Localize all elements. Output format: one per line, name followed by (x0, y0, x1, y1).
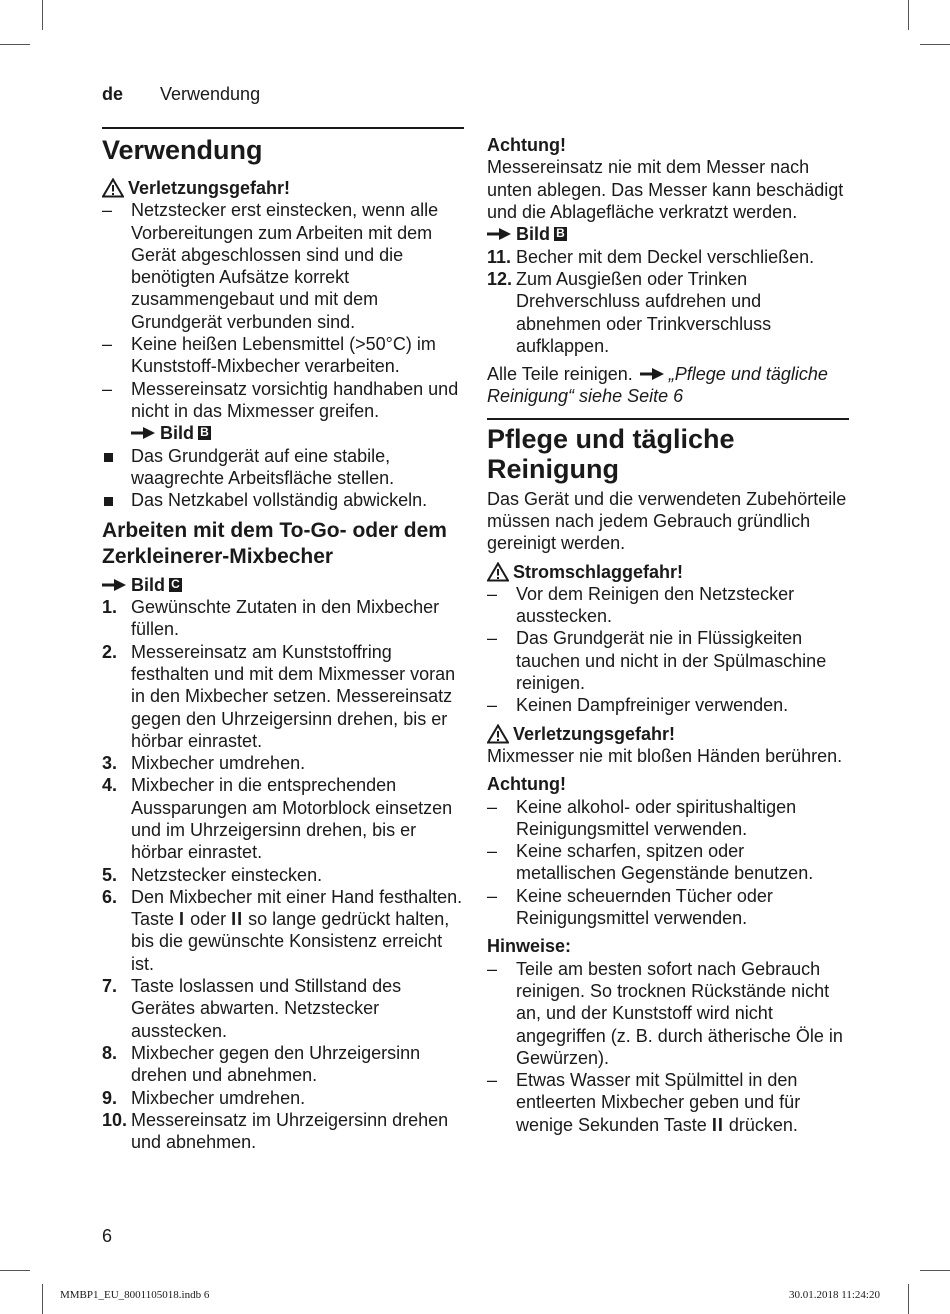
caution-title: Achtung! (487, 135, 566, 155)
caution-title: Achtung! (487, 774, 566, 795)
caution-list (487, 796, 849, 930)
arrow-right-icon (102, 579, 126, 591)
list-item (487, 885, 849, 930)
warning-title: Stromschlaggefahr! (513, 561, 684, 582)
intro-text: Das Gerät und die verwendeten Zubehörteile müssen nach jedem Gebrauch gründlich gereinigt werden. (487, 488, 847, 554)
item-text: Keinen Dampfreiniger verwenden. (516, 695, 789, 716)
step-number: 4. (102, 775, 118, 796)
step-number: 12. (487, 268, 513, 289)
print-timestamp: 30.01.2018 11:24:20 (789, 1289, 880, 1301)
list-item (487, 694, 849, 716)
crop-mark (42, 1284, 43, 1314)
step-list (487, 246, 849, 357)
step-text (131, 886, 464, 975)
step-item (102, 1042, 464, 1087)
item-text-part: drücken. (728, 1114, 798, 1135)
list-item (487, 840, 849, 885)
warning-text: Mixmesser nie mit bloßen Händen berühren. (487, 745, 843, 766)
figure-reference (131, 422, 211, 444)
step-text: Mixbecher umdrehen. (131, 753, 306, 774)
figure-letter-badge: C (169, 578, 182, 592)
item-text: Das Grundgerät auf eine stabile, waagrechte Arbeitsfläche stellen. (131, 445, 395, 488)
cross-reference-link[interactable]: „Pflege und tägliche Reinigung“ siehe Seite 6 (487, 364, 828, 407)
button-two-glyph: II (711, 1114, 724, 1135)
item-text: Keine scheuernden Tücher oder Reinigungsmittel verwenden. (516, 885, 773, 929)
notes-list (487, 958, 849, 1136)
figure-ref-label: Bild (131, 574, 165, 595)
step-item (487, 268, 849, 357)
crop-mark (908, 0, 909, 30)
step-text-part: so lange gedrückt halten, bis die gewünschte Konsistenz erreicht ist. (131, 909, 450, 974)
step-item (102, 1087, 464, 1109)
item-text (131, 378, 464, 445)
step-text: Becher mit dem Deckel verschließen. (516, 246, 815, 267)
bullet-square-icon (102, 489, 131, 511)
caution-text-main: Messereinsatz nie mit dem Messer nach unten ablegen. Das Messer kann beschädigt und die Ablagefläche verkratzt werden. (487, 157, 844, 222)
dash: – (102, 334, 113, 355)
step-number: 1. (102, 597, 118, 618)
left-column (102, 127, 464, 1153)
step-number: 10. (102, 1109, 128, 1130)
crop-mark (0, 1270, 30, 1271)
list-item (487, 583, 849, 628)
step-text: Netzstecker einstecken. (131, 864, 323, 885)
step-item (102, 596, 464, 641)
figure-reference (102, 574, 182, 596)
item-text-part: Etwas Wasser mit Spülmittel in den entleerten Mixbecher geben und für wenige Sekunden Taste (516, 1070, 801, 1135)
list-item (102, 333, 464, 378)
list-item (102, 489, 464, 511)
item-text: Vor dem Reinigen den Netzstecker ausstecken. (516, 583, 795, 627)
warning-title: Verletzungsgefahr! (513, 723, 676, 744)
cleaning-note (487, 363, 849, 408)
dash: – (487, 583, 498, 604)
step-item (102, 752, 464, 774)
item-text: Keine alkohol- oder spiritushaltigen Reinigungsmittel verwenden. (516, 796, 797, 839)
running-header (102, 84, 261, 105)
list-item (487, 796, 849, 841)
injury-warning-heading (102, 177, 464, 199)
step-number: 2. (102, 641, 118, 662)
step-item (102, 975, 464, 1042)
step-number: 6. (102, 886, 118, 907)
language-code: de (102, 84, 124, 104)
list-item (487, 627, 849, 694)
list-item (102, 378, 464, 445)
dash: – (487, 695, 498, 716)
figure-reference (487, 223, 567, 245)
step-text: Mixbecher umdrehen. (131, 1087, 306, 1108)
warning-triangle-icon (487, 724, 509, 744)
step-item (102, 1109, 464, 1154)
step-text: Messereinsatz im Uhrzeigersinn drehen und abnehmen. (131, 1109, 449, 1153)
dash: – (487, 796, 498, 817)
dash: – (487, 958, 498, 979)
warning-title: Verletzungsgefahr! (128, 178, 291, 198)
caution-text (487, 156, 849, 245)
bullet-list (102, 445, 464, 512)
step-list (102, 596, 464, 1153)
step-number: 8. (102, 1042, 118, 1063)
arrow-right-icon (640, 368, 664, 380)
step-text: Mixbecher gegen den Uhrzeigersinn drehen und abnehmen. (131, 1042, 421, 1086)
cleaning-note-text: Alle Teile reinigen. (487, 364, 633, 385)
crop-mark (920, 44, 950, 45)
item-text: Teile am besten sofort nach Gebrauch reinigen. So trocknen Rückstände nicht an, und der Kunststoff wird nicht angegriffen (z. B. durch ätherische Öle in Gewürzen). (516, 958, 843, 1068)
dash: – (487, 1070, 498, 1091)
step-number: 9. (102, 1087, 118, 1108)
step-item (102, 886, 464, 975)
section-title: Verwendung (102, 135, 263, 165)
item-text: Keine scharfen, spitzen oder metallischen Gegenstände benutzen. (516, 841, 814, 884)
step-text-part: Den Mixbecher mit einer Hand festhalten. Taste (131, 886, 463, 930)
figure-letter-badge: B (198, 426, 211, 440)
step-number: 3. (102, 753, 118, 774)
crop-mark (908, 1284, 909, 1314)
step-item (102, 864, 464, 886)
step-text: Mixbecher in die entsprechenden Aussparungen am Motorblock einsetzen und im Uhrzeigersinn drehen, bis er hörbar einrastet. (131, 775, 453, 863)
header-section-title: Verwendung (160, 84, 261, 104)
step-text: Messereinsatz am Kunststoffring festhalten und mit dem Mixmesser voran in den Mixbecher setzen. Messereinsatz gegen den Uhrzeigersinn drehen, bis er hörbar einrastet. (131, 641, 456, 751)
step-number: 5. (102, 864, 118, 885)
print-file-info: MMBP1_EU_8001105018.indb 6 (60, 1289, 210, 1301)
dash: – (102, 378, 113, 399)
item-text-main: Messereinsatz vorsichtig handhaben und nicht in das Mixmesser greifen. (131, 378, 459, 421)
list-item (102, 445, 464, 490)
button-two-glyph: II (231, 909, 244, 930)
step-item (102, 641, 464, 752)
step-text: Gewünschte Zutaten in den Mixbecher füllen. (131, 597, 440, 640)
injury-warning-heading (487, 723, 849, 745)
warning-list (487, 583, 849, 717)
dash: – (487, 885, 498, 906)
figure-ref-label: Bild (516, 224, 550, 245)
list-item (102, 199, 464, 333)
list-item (487, 958, 849, 1069)
item-text (516, 1069, 849, 1136)
step-text-part: oder (190, 909, 227, 930)
item-text: Keine heißen Lebensmittel (>50°C) im Kunststoff-Mixbecher verarbeiten. (131, 334, 436, 377)
warning-list (102, 199, 464, 444)
button-one-glyph: I (179, 909, 186, 930)
dash: – (487, 841, 498, 862)
dash: – (102, 200, 113, 221)
item-text: Das Netzkabel vollständig abwickeln. (131, 490, 428, 511)
step-item (487, 246, 849, 268)
arrow-right-icon (131, 427, 155, 439)
figure-letter-badge: B (554, 227, 567, 241)
crop-mark (920, 1270, 950, 1271)
warning-triangle-icon (102, 178, 124, 198)
figure-ref-label: Bild (160, 423, 194, 444)
page-number: 6 (102, 1226, 113, 1246)
list-item (487, 1069, 849, 1136)
arrow-right-icon (487, 228, 511, 240)
dash: – (487, 628, 498, 649)
item-text: Das Grundgerät nie in Flüssigkeiten tauchen und nicht in der Spülmaschine reinigen. (516, 628, 827, 694)
item-text: Netzstecker erst einstecken, wenn alle Vorbereitungen zum Arbeiten mit dem Gerät abgeschlossen sind und die benötigten Aufsätze korrekt zusammengebaut und mit dem Grundgerät verbunden sind. (131, 200, 439, 332)
step-number: 7. (102, 976, 118, 997)
step-text: Zum Ausgießen oder Trinken Drehverschluss aufdrehen und abnehmen oder Trinkverschluss aufklappen. (516, 268, 772, 356)
section-title: Pflege und tägliche Reinigung (487, 423, 735, 484)
subsection-title: Arbeiten mit dem To-Go- oder dem Zerkleinerer-Mixbecher (102, 518, 447, 568)
right-column (487, 134, 849, 1136)
step-item (102, 774, 464, 863)
warning-triangle-icon (487, 562, 509, 582)
shock-warning-heading (487, 561, 849, 583)
notes-title: Hinweise: (487, 936, 572, 957)
crop-mark (0, 44, 30, 45)
bullet-square-icon (102, 445, 131, 490)
step-text: Taste loslassen und Stillstand des Gerätes abwarten. Netzstecker ausstecken. (131, 976, 402, 1041)
step-number: 11. (487, 246, 512, 267)
crop-mark (42, 0, 43, 30)
